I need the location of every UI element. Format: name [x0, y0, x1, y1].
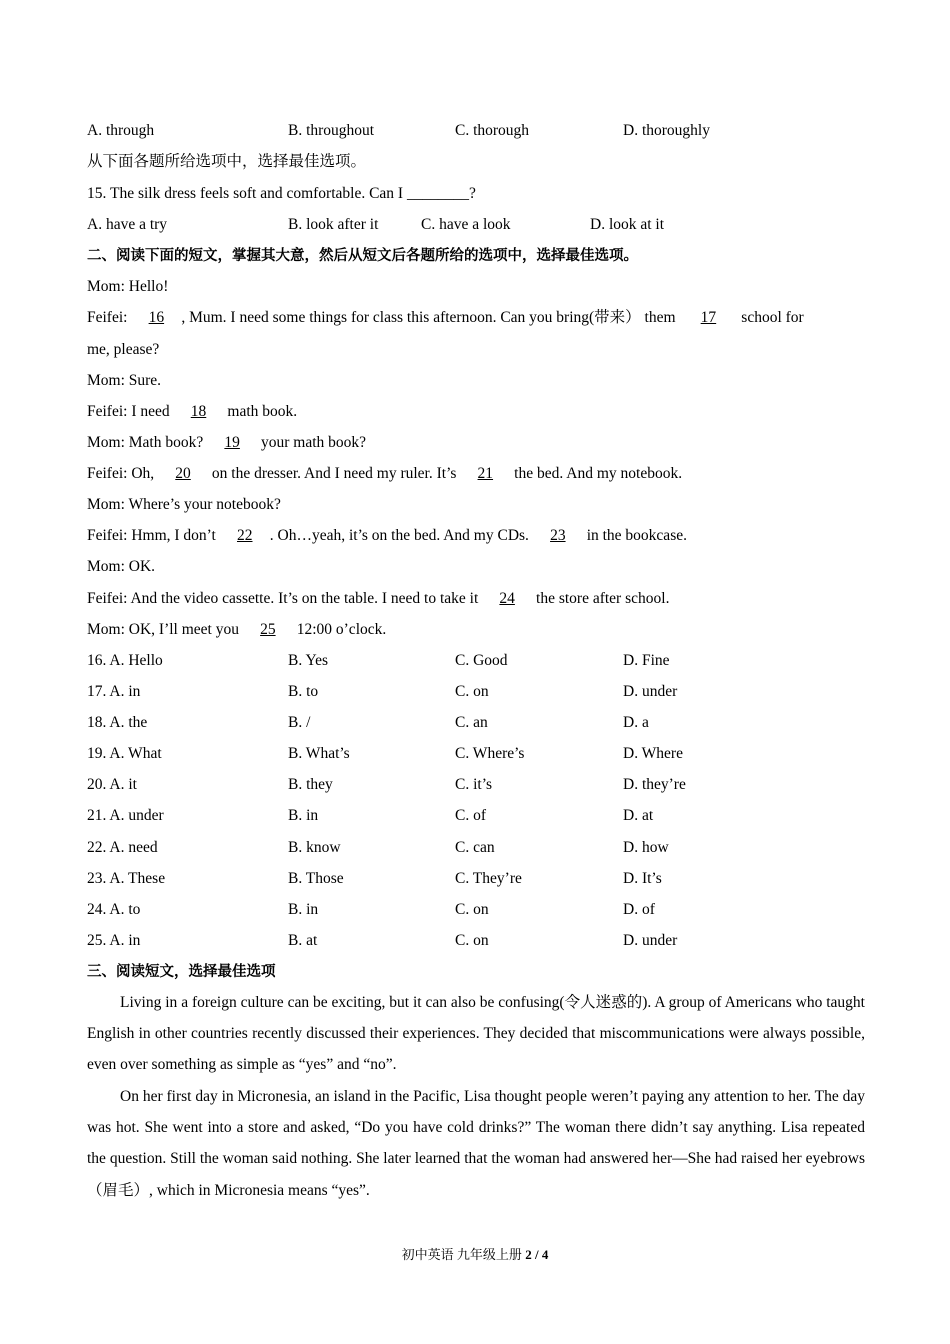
q15-option-c: C. have a look — [421, 216, 511, 233]
option-23-c: C. They’re — [455, 870, 522, 887]
option-24-a: 24. A. to — [87, 901, 141, 918]
blank-23: 23 — [550, 527, 566, 544]
section2-heading: 二、阅读下面的短文，掌握其大意，然后从短文后各题所给的选项中，选择最佳选项。 — [87, 248, 638, 264]
option-17-d: D. under — [623, 683, 678, 700]
dialogue-text: Feifei: I need — [87, 403, 174, 420]
blank-24: 24 — [499, 590, 515, 607]
option-20-b: B. they — [288, 776, 333, 793]
dialogue-text: on the dresser. And I need my ruler. It’s — [208, 465, 461, 482]
option-22-b: B. know — [288, 839, 341, 856]
option-16-d: D. Fine — [623, 652, 670, 669]
q15-option-b: B. look after it — [288, 216, 379, 233]
option-21-c: C. of — [455, 807, 486, 824]
dialogue-line: me, please? — [87, 341, 160, 358]
dialogue-text: , Mum. I need some things for class this afternoon. Can you bring(带来） them — [181, 309, 680, 326]
passage-paragraph-2: On her first day in Micronesia, an island in the Pacific, Lisa thought people weren’t paying any attention to her. The day was hot. She went into a store and asked, “Do you have cold drinks?” The woman there didn’t say anything. Lisa repeated the question. Still the woman said nothing. She later learned that the woman had answered her—She had raised her eyebrows（眉毛）, which in Micronesia means “yes”. — [87, 1088, 865, 1199]
dialogue-text: the bed. And my notebook. — [510, 465, 683, 482]
footer-label: 初中英语 九年级上册 — [401, 1247, 526, 1262]
option-19-c: C. Where’s — [455, 745, 525, 762]
option-23-a: 23. A. These — [87, 870, 166, 887]
q15-stem: 15. The silk dress feels soft and comfortable. Can I ________? — [87, 185, 476, 202]
dialogue-text: Feifei: — [87, 309, 132, 326]
page-separator: / — [531, 1247, 542, 1262]
blank-17: 17 — [700, 309, 717, 326]
option-23-d: D. It’s — [623, 870, 662, 887]
option-16-a: 16. A. Hello — [87, 652, 163, 669]
option-20-d: D. they’re — [623, 776, 686, 793]
dialogue-line — [87, 620, 386, 640]
option-21-d: D. at — [623, 807, 654, 824]
option-19-b: B. What’s — [288, 745, 350, 762]
dialogue-line: Mom: OK. — [87, 558, 156, 575]
option-18-b: B. / — [288, 714, 311, 731]
dialogue-text: your math book? — [257, 434, 367, 451]
section3-heading: 三、阅读短文，选择最佳选项 — [87, 964, 276, 980]
instruction-choose: 从下面各题所给选项中，选择最佳选项。 — [87, 153, 367, 170]
option-21-b: B. in — [288, 807, 319, 824]
option-25-a: 25. A. in — [87, 932, 141, 949]
dialogue-text: 12:00 o’clock. — [292, 621, 387, 638]
q14-option-c: C. thorough — [455, 122, 530, 139]
option-18-c: C. an — [455, 714, 488, 731]
option-24-c: C. on — [455, 901, 489, 918]
page-total: 4 — [541, 1247, 549, 1262]
option-17-c: C. on — [455, 683, 489, 700]
blank-16: 16 — [148, 309, 165, 326]
dialogue-line — [87, 433, 366, 453]
q14-option-b: B. throughout — [288, 122, 375, 139]
blank-22: 22 — [237, 527, 253, 544]
q14-option-d: D. thoroughly — [623, 122, 710, 139]
dialogue-line — [87, 589, 669, 609]
dialogue-line — [87, 526, 687, 546]
option-18-a: 18. A. the — [87, 714, 148, 731]
page-number: 2 — [525, 1247, 532, 1262]
option-16-c: C. Good — [455, 652, 508, 669]
option-25-d: D. under — [623, 932, 678, 949]
dialogue-text: Mom: OK, I’ll meet you — [87, 621, 243, 638]
q14-option-a: A. through — [87, 122, 155, 139]
option-17-a: 17. A. in — [87, 683, 141, 700]
option-24-b: B. in — [288, 901, 319, 918]
option-23-b: B. Those — [288, 870, 344, 887]
dialogue-text: Feifei: Hmm, I don’t — [87, 527, 220, 544]
q15-option-a: A. have a try — [87, 216, 168, 233]
option-19-d: D. Where — [623, 745, 683, 762]
dialogue-line — [87, 402, 297, 422]
blank-19: 19 — [224, 434, 240, 451]
dialogue-line: Mom: Where’s your notebook? — [87, 496, 281, 513]
option-22-d: D. how — [623, 839, 669, 856]
blank-21: 21 — [477, 465, 494, 482]
option-17-b: B. to — [288, 683, 319, 700]
option-24-d: D. of — [623, 901, 655, 918]
dialogue-text: the store after school. — [532, 590, 670, 607]
option-20-a: 20. A. it — [87, 776, 137, 793]
option-20-c: C. it’s — [455, 776, 493, 793]
dialogue-text: in the bookcase. — [582, 527, 687, 544]
page-footer — [0, 1246, 950, 1264]
dialogue-line: Mom: Sure. — [87, 372, 162, 389]
dialogue-line — [87, 308, 804, 328]
dialogue-text: . Oh…yeah, it’s on the bed. And my CDs. — [269, 527, 533, 544]
dialogue-text: Mom: Math book? — [87, 434, 208, 451]
option-25-c: C. on — [455, 932, 489, 949]
option-22-a: 22. A. need — [87, 839, 158, 856]
option-16-b: B. Yes — [288, 652, 329, 669]
blank-18: 18 — [190, 403, 207, 420]
option-19-a: 19. A. What — [87, 745, 162, 762]
blank-25: 25 — [260, 621, 276, 638]
q15-option-d: D. look at it — [590, 216, 665, 233]
blank-20: 20 — [175, 465, 191, 482]
dialogue-line — [87, 464, 682, 484]
option-22-c: C. can — [455, 839, 495, 856]
option-25-b: B. at — [288, 932, 318, 949]
dialogue-text: math book. — [223, 403, 298, 420]
option-21-a: 21. A. under — [87, 807, 164, 824]
dialogue-text: Feifei: Oh, — [87, 465, 159, 482]
dialogue-text: school for — [737, 309, 804, 326]
dialogue-line: Mom: Hello! — [87, 278, 169, 295]
dialogue-text: Feifei: And the video cassette. It’s on the table. I need to take it — [87, 590, 483, 607]
passage-paragraph-1: Living in a foreign culture can be exciting, but it can also be confusing(令人迷惑的). A group of Americans who taught English in other countries recently discussed their experiences. They decided that miscommunications were always possible, even over something as simple as “yes” and “no”. — [87, 994, 865, 1074]
option-18-d: D. a — [623, 714, 649, 731]
